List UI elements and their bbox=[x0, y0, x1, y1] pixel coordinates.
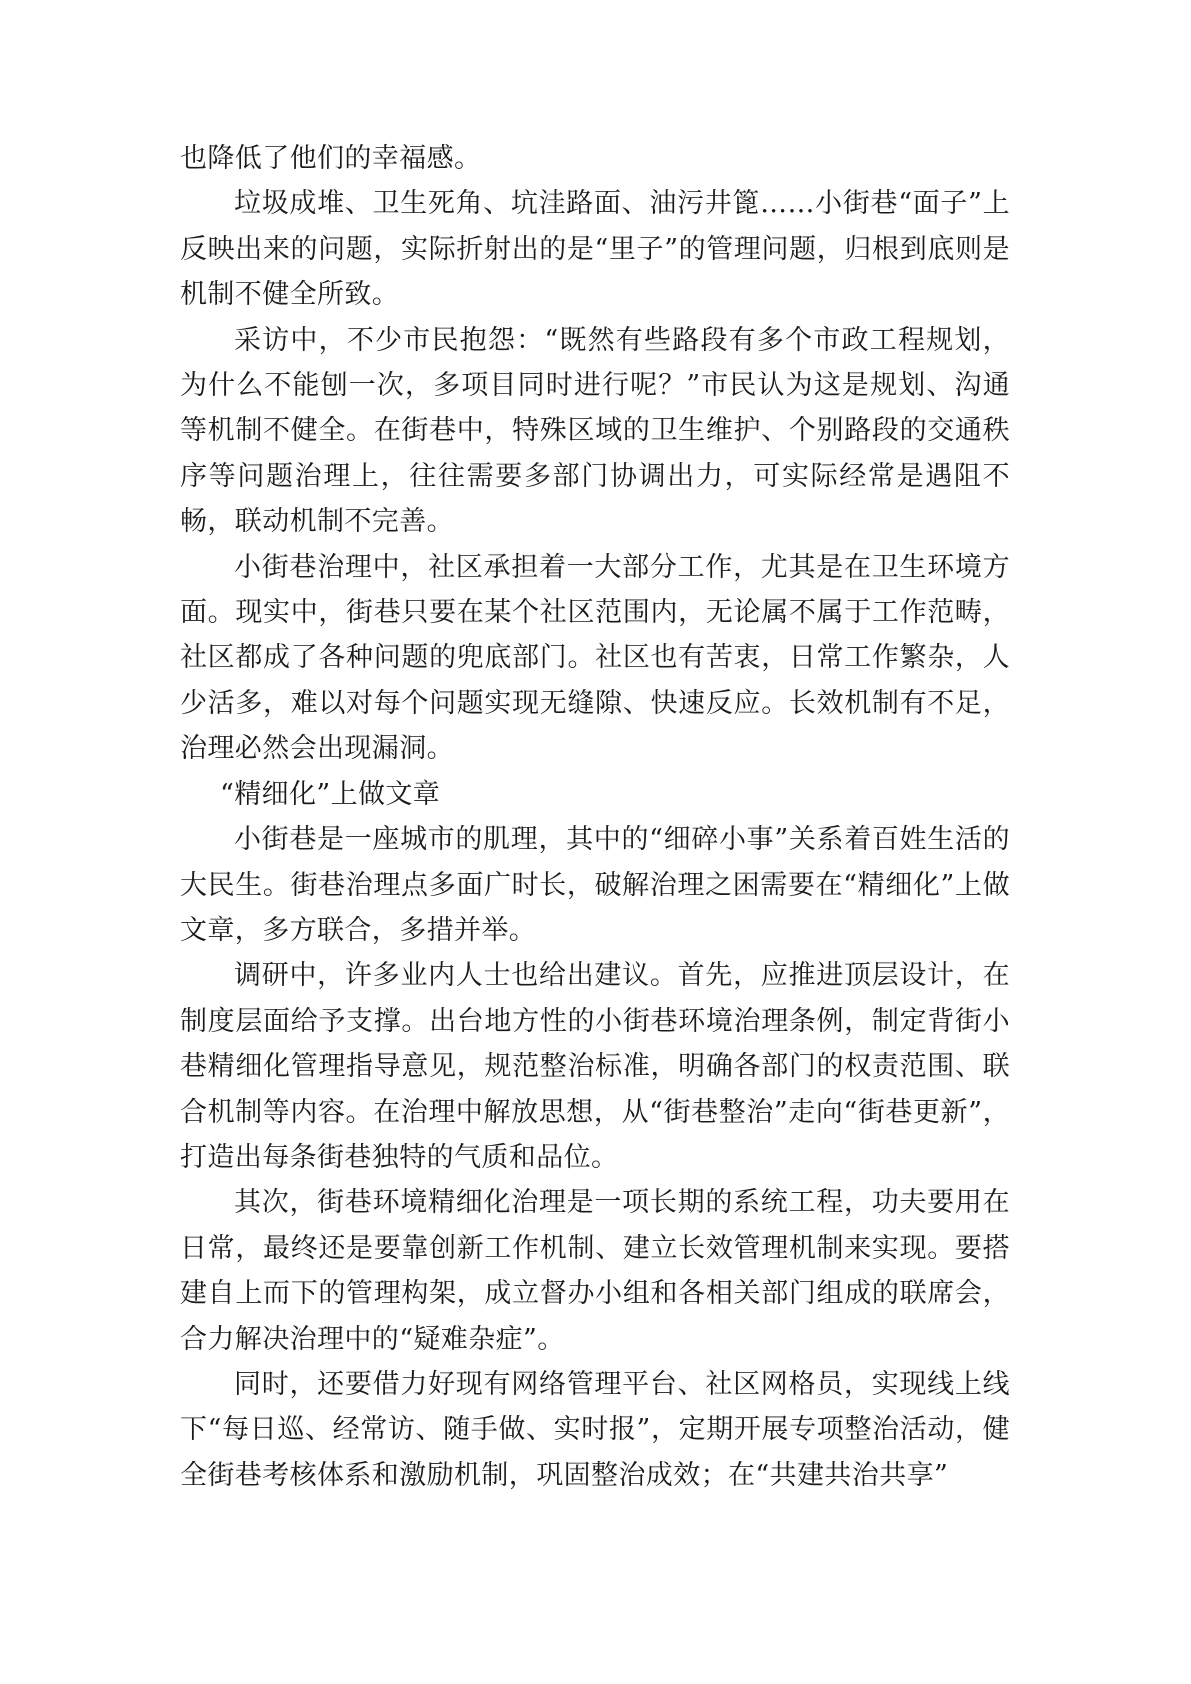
paragraph-interviews: 采访中，不少市民抱怨：“既然有些路段有多个市政工程规划，为什么不能刨一次，多项目同时进行呢？”市民认为这是规划、沟通等机制不健全。在街巷中，特殊区域的卫生维护、个别路段的交通秩序等问题治理上，往往需要多部门协调出力，可实际经常是遇阻不畅，联动机制不完善。 bbox=[180, 324, 1010, 538]
paragraph-mechanism: 其次，街巷环境精细化治理是一项长期的系统工程，功夫要用在日常，最终还是要靠创新工作机制、建立长效管理机制来实现。要搭建自上而下的管理构架，成立督办小组和各相关部门组成的联席会，合力解决治理中的“疑难杂症”。 bbox=[180, 1187, 1010, 1355]
paragraph-problems: 垃圾成堆、卫生死角、坑洼路面、油污井篦……小街巷“面子”上反映出来的问题，实际折射出的是“里子”的管理问题，归根到底则是机制不健全所致。 bbox=[180, 188, 1010, 311]
section-heading: “精细化”上做文章 bbox=[220, 778, 441, 810]
paragraph-network: 同时，还要借力好现有网络管理平台、社区网格员，实现线上线下“每日巡、经常访、随手做、实时报”，定期开展专项整治活动，健全街巷考核体系和激励机制，巩固整治成效；在“共建共治共享” bbox=[180, 1368, 1010, 1491]
paragraph-continuation: 也降低了他们的幸福感。 bbox=[180, 143, 482, 174]
article-body bbox=[180, 136, 1010, 1498]
paragraph-community: 小街巷治理中，社区承担着一大部分工作，尤其是在卫生环境方面。现实中，街巷只要在某个社区范围内，无论属不属于工作范畴，社区都成了各种问题的兜底部门。社区也有苦衷，日常工作繁杂，人少活多，难以对每个问题实现无缝隙、快速反应。长效机制有不足，治理必然会出现漏洞。 bbox=[180, 551, 1010, 765]
paragraph-refinement: 小街巷是一座城市的肌理，其中的“细碎小事”关系着百姓生活的大民生。街巷治理点多面广时长，破解治理之困需要在“精细化”上做文章，多方联合，多措并举。 bbox=[180, 824, 1010, 946]
paragraph-recommendations: 调研中，许多业内人士也给出建议。首先，应推进顶层设计，在制度层面给予支撑。出台地方性的小街巷环境治理条例，制定背街小巷精细化管理指导意见，规范整治标准，明确各部门的权责范围、联合机制等内容。在治理中解放思想，从“街巷整治”走向“街巷更新”，打造出每条街巷独特的气质和品位。 bbox=[180, 960, 1010, 1173]
